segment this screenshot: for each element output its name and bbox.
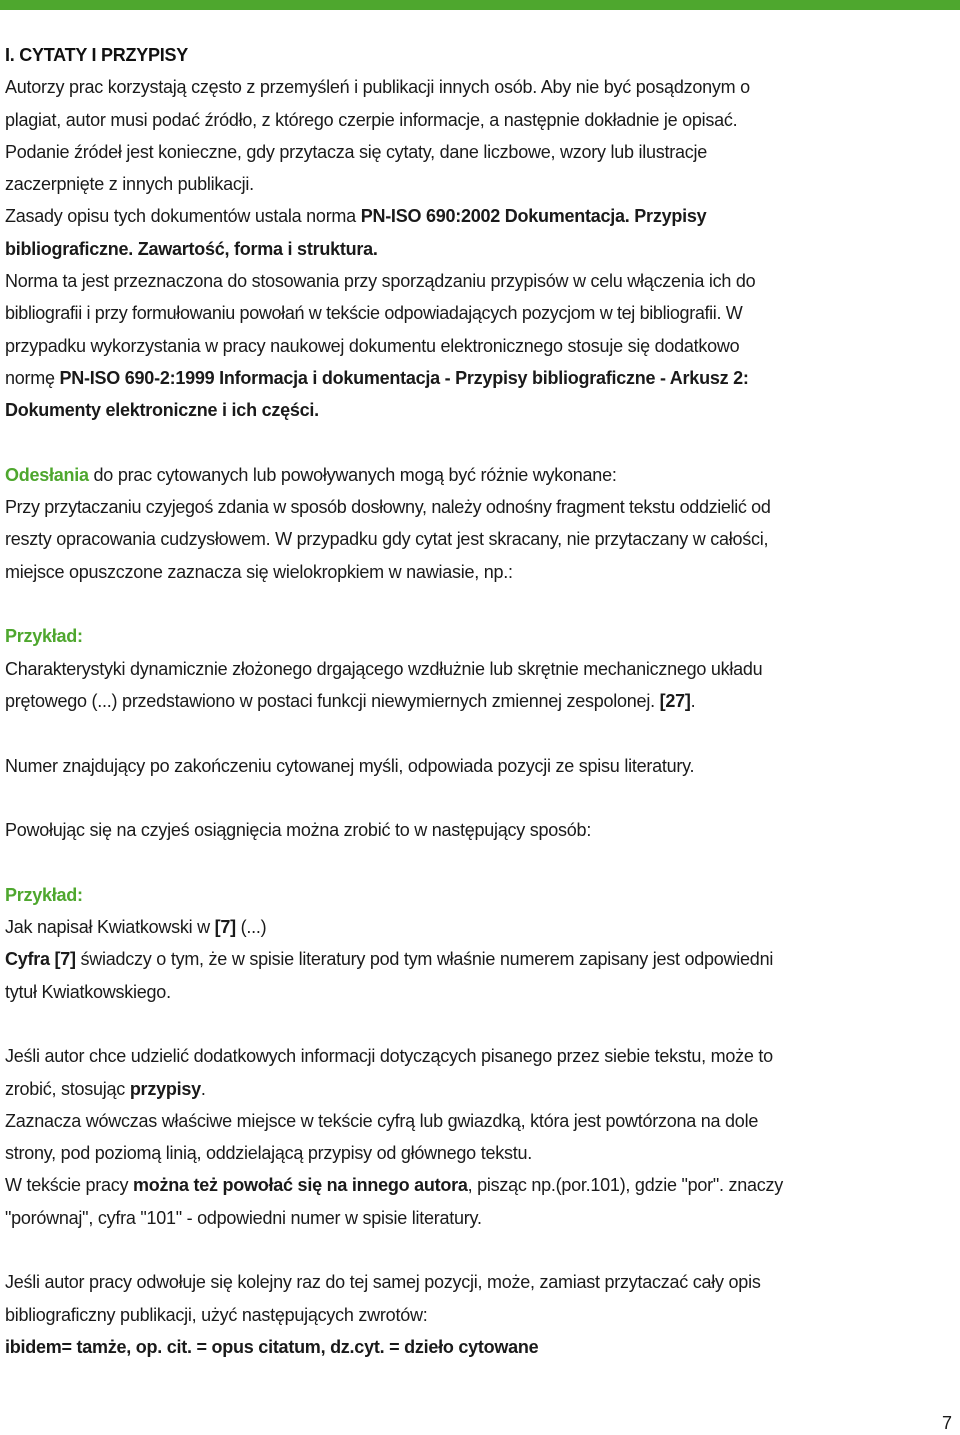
norm-title-2: PN-ISO 690-2:1999 Informacja i dokumentacja - Przypisy bibliograficzne - Arkusz 2:: [59, 367, 749, 388]
intro-line-1: Autorzy prac korzystają często z przemyśleń i publikacji innych osób. Aby nie być posądzonym o: [5, 77, 750, 98]
kolejny-line-2: bibliograficzny publikacji, użyć następujących zwrotów:: [5, 1304, 428, 1325]
przypisy-line-1: Jeśli autor chce udzielić dodatkowych informacji dotyczących pisanego przez siebie tekstu, może to: [5, 1046, 773, 1067]
intro-line-2: plagiat, autor musi podać źródło, z którego czerpie informacje, a następnie dokładnie je opisać.: [5, 109, 738, 130]
example2-line-2: [5, 943, 950, 975]
intro-line-10-text: normę: [5, 367, 60, 388]
norm-title-1-cont: bibliograficzne. Zawartość, forma i struktura.: [5, 238, 378, 259]
example1-line-2-text: prętowego (...) przedstawiono w postaci funkcji niewymiernych zmiennej zespolonej.: [5, 690, 660, 711]
example1-line-1: Charakterystyki dynamicznie złożonego drgającego wzdłużnie lub skrętnie mechanicznego układu: [5, 658, 763, 679]
spacer: [5, 1234, 950, 1266]
spacer: [5, 427, 950, 459]
intro-line-5: [5, 200, 950, 232]
page-number: 7: [941, 1413, 952, 1433]
example-label-2: Przykład:: [5, 884, 83, 905]
example2-line-1-end: (...): [235, 917, 267, 938]
example-label-1: Przykład:: [5, 626, 83, 647]
powolac-phrase: można też powołać się na innego autora: [133, 1175, 468, 1196]
intro-line-7: Norma ta jest przeznaczona do stosowania przy sporządzaniu przypisów w celu włączenia ich do: [5, 271, 756, 292]
example2-line-2-text: świadczy o tym, że w spisie literatury pod tym właśnie numerem zapisany jest odpowiedni: [75, 949, 774, 970]
spacer: [5, 782, 950, 814]
odeslania-line-3: reszty opracowania cudzysłowem. W przypadku gdy cytat jest skracany, nie przytaczany w całości,: [5, 529, 769, 550]
example2-line-3: tytuł Kwiatkowskiego.: [5, 981, 171, 1002]
przypisy-line-2-text: zrobić, stosując: [5, 1078, 130, 1099]
kolejny-line-1: Jeśli autor pracy odwołuje się kolejny raz do tej samej pozycji, może, zamiast przytaczać cały opis: [5, 1272, 761, 1293]
section-heading: I. CYTATY I PRZYPISY: [5, 45, 189, 65]
odeslania-line-1-text: do prac cytowanych lub powoływanych mogą być różnie wykonane:: [88, 464, 617, 485]
odeslania-line-1: [5, 459, 950, 491]
top-green-rule: [0, 0, 960, 10]
citation-27: [27]: [659, 690, 691, 711]
przypisy-line-2-end: .: [200, 1078, 206, 1099]
przypisy-line-4: strony, pod poziomą linią, oddzielającą przypisy od głównego tekstu.: [5, 1143, 532, 1164]
przypisy-line-6: "porównaj", cyfra "101" - odpowiedni numer w spisie literatury.: [5, 1207, 482, 1228]
przypisy-line-3: Zaznacza wówczas właściwe miejsce w tekście cyfrą lub gwiazdką, która jest powtórzona na dole: [5, 1110, 759, 1131]
przypisy-line-5-end: , pisząc np.(por.101), gdzie "por". znaczy: [467, 1175, 784, 1196]
spacer: [5, 1008, 950, 1040]
cyfra-7: Cyfra [7]: [5, 949, 76, 970]
spacer: [5, 717, 950, 749]
example1-line-2-end: .: [690, 690, 696, 711]
abbreviations-line: ibidem= tamże, op. cit. = opus citatum, dz.cyt. = dzieło cytowane: [5, 1336, 539, 1357]
odeslania-line-2: Przy przytaczaniu czyjegoś zdania w sposób dosłowny, należy odnośny fragment tekstu oddzielić od: [5, 497, 771, 518]
intro-line-8: bibliografii i przy formułowaniu powołań w tekście odpowiadających pozycjom w tej bibliografii. W: [5, 303, 743, 324]
intro-line-5-text: Zasady opisu tych dokumentów ustala norma: [5, 206, 361, 227]
norm-title-1: PN-ISO 690:2002 Dokumentacja. Przypisy: [360, 206, 707, 227]
intro-line-9: przypadku wykorzystania w pracy naukowej dokumentu elektronicznego stosuje się dodatkowo: [5, 335, 740, 356]
intro-line-10: [5, 362, 950, 394]
przypisy-line-5-text: W tekście pracy: [5, 1175, 134, 1196]
intro-line-3: Podanie źródeł jest konieczne, gdy przytacza się cytaty, dane liczbowe, wzory lub ilustracje: [5, 141, 708, 162]
example2-line-1: [5, 911, 950, 943]
numer-paragraph: Numer znajdujący po zakończeniu cytowanej myśli, odpowiada pozycji ze spisu literatury.: [5, 755, 695, 776]
example2-line-1-text: Jak napisał Kwiatkowski w: [5, 917, 215, 938]
document-body: [5, 39, 950, 1363]
przypisy-line-2: [5, 1073, 950, 1105]
citation-7: [7]: [214, 917, 236, 938]
spacer: [5, 588, 950, 620]
odeslania-term: Odesłania: [5, 464, 89, 485]
przypisy-term: przypisy: [129, 1078, 201, 1099]
intro-line-4: zaczerpnięte z innych publikacji.: [5, 174, 254, 195]
norm-title-2-cont: Dokumenty elektroniczne i ich części.: [5, 400, 319, 421]
odeslania-line-4: miejsce opuszczone zaznacza się wielokropkiem w nawiasie, np.:: [5, 561, 513, 582]
powolujac-paragraph: Powołując się na czyjeś osiągnięcia można zrobić to w następujący sposób:: [5, 820, 592, 841]
example1-line-2: [5, 685, 950, 717]
przypisy-line-5: [5, 1169, 950, 1201]
spacer: [5, 846, 950, 878]
